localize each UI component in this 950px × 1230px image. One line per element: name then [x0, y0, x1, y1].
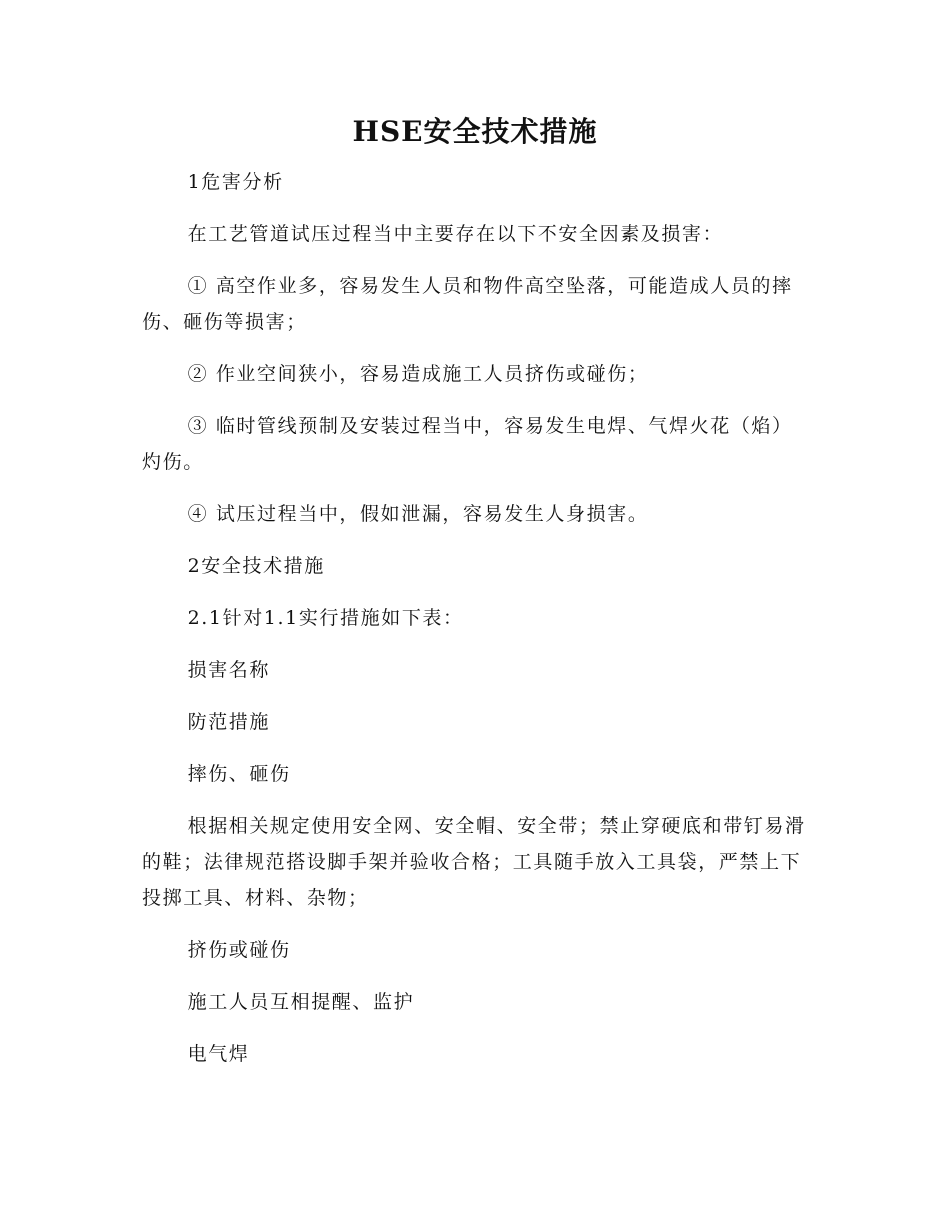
- paragraph-measures-intro: 2.1针对1.1实行措施如下表：: [187, 607, 464, 629]
- table-cell-injury-fall: 摔伤、砸伤: [187, 763, 291, 785]
- list-item-hazard-1: ① 高空作业多，容易发生人员和物件高空坠落，可能造成人员的摔伤、砸伤等损害；: [142, 275, 793, 333]
- heading-hazard-analysis: 1危害分析: [187, 171, 284, 193]
- document-body: [142, 164, 808, 1088]
- list-item-hazard-3: ③ 临时管线预制及安装过程当中，容易发生电焊、气焊火花（焰）灼伤。: [142, 415, 793, 473]
- table-cell-injury-crush: 挤伤或碰伤: [187, 939, 291, 961]
- table-header-injury-name: 损害名称: [187, 659, 270, 681]
- list-item-hazard-2: ② 作业空间狭小，容易造成施工人员挤伤或碰伤；: [187, 363, 649, 385]
- table-cell-prevention-crush: 施工人员互相提醒、监护: [187, 991, 415, 1013]
- table-cell-injury-welding: 电气焊: [187, 1043, 250, 1065]
- table-header-prevention: 防范措施: [187, 711, 270, 733]
- table-cell-prevention-fall: 根据相关规定使用安全网、安全帽、安全带；禁止穿硬底和带钉易滑的鞋；法律规范搭设脚手架并验收合格；工具随手放入工具袋，严禁上下投掷工具、材料、杂物；: [142, 815, 806, 909]
- list-item-hazard-4: ④ 试压过程当中，假如泄漏，容易发生人身损害。: [187, 503, 649, 525]
- paragraph-intro: 在工艺管道试压过程当中主要存在以下不安全因素及损害：: [187, 223, 724, 245]
- document-title: HSE安全技术措施: [352, 115, 598, 148]
- heading-safety-measures: 2安全技术措施: [187, 555, 325, 577]
